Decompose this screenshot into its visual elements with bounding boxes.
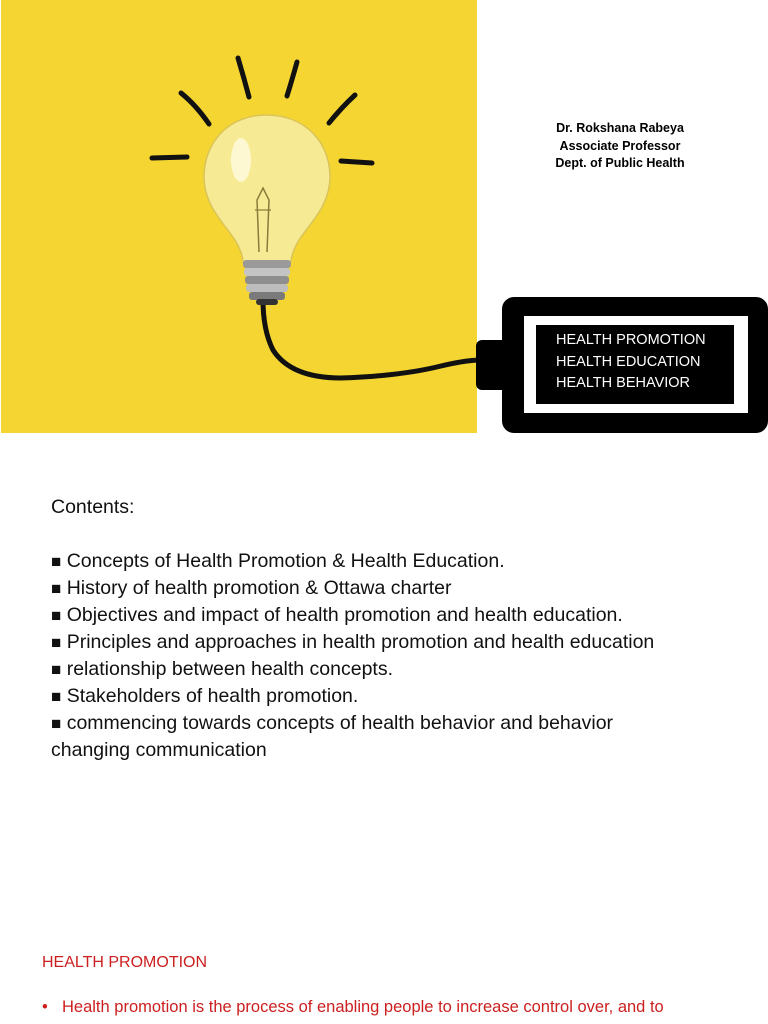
contents-item bbox=[51, 629, 751, 656]
topic-item: HEALTH EDUCATION bbox=[556, 353, 701, 370]
bullet-icon: • bbox=[42, 998, 48, 1016]
topics-list bbox=[556, 330, 706, 395]
contents-item bbox=[51, 548, 751, 575]
contents-item-text: Objectives and impact of health promotion and health education. bbox=[66, 604, 623, 626]
contents-section bbox=[51, 494, 751, 764]
square-bullet-icon: ■ bbox=[51, 552, 62, 571]
author-department: Dept. of Public Health bbox=[555, 156, 685, 170]
contents-item-text: Principles and approaches in health promotion and health education bbox=[66, 631, 655, 653]
contents-item-text: History of health promotion & Ottawa charter bbox=[66, 577, 452, 599]
square-bullet-icon: ■ bbox=[51, 606, 62, 625]
health-promotion-bullet bbox=[42, 998, 664, 1017]
contents-item bbox=[51, 602, 751, 629]
contents-item bbox=[51, 656, 751, 683]
square-bullet-icon: ■ bbox=[51, 633, 62, 652]
health-promotion-title: HEALTH PROMOTION bbox=[42, 954, 208, 971]
topic-item: HEALTH PROMOTION bbox=[556, 332, 706, 348]
contents-item-text: Stakeholders of health promotion. bbox=[66, 685, 359, 707]
square-bullet-icon: ■ bbox=[51, 714, 62, 733]
lightbulb-illustration bbox=[1, 0, 477, 433]
contents-item bbox=[51, 683, 751, 710]
square-bullet-icon: ■ bbox=[51, 660, 62, 679]
contents-item-text: Concepts of Health Promotion & Health Education. bbox=[66, 550, 505, 572]
health-promotion-bullet-text: Health promotion is the process of enabling people to increase control over, and to bbox=[62, 998, 664, 1016]
author-title: Associate Professor bbox=[559, 138, 681, 153]
author-name: Dr. Rokshana Rabeya bbox=[556, 121, 684, 135]
author-block bbox=[520, 120, 720, 173]
title-slide bbox=[0, 0, 768, 434]
topic-item: HEALTH BEHAVIOR bbox=[556, 375, 691, 391]
square-bullet-icon: ■ bbox=[51, 687, 62, 706]
contents-item bbox=[51, 575, 751, 602]
contents-item-text: relationship between health concepts. bbox=[66, 658, 394, 680]
square-bullet-icon: ■ bbox=[51, 579, 62, 598]
contents-item-text: commencing towards concepts of health behavior and behavior changing communication bbox=[51, 712, 614, 761]
contents-heading: Contents: bbox=[51, 496, 135, 518]
contents-item bbox=[51, 710, 691, 764]
lightbulb-icon bbox=[1, 0, 477, 433]
